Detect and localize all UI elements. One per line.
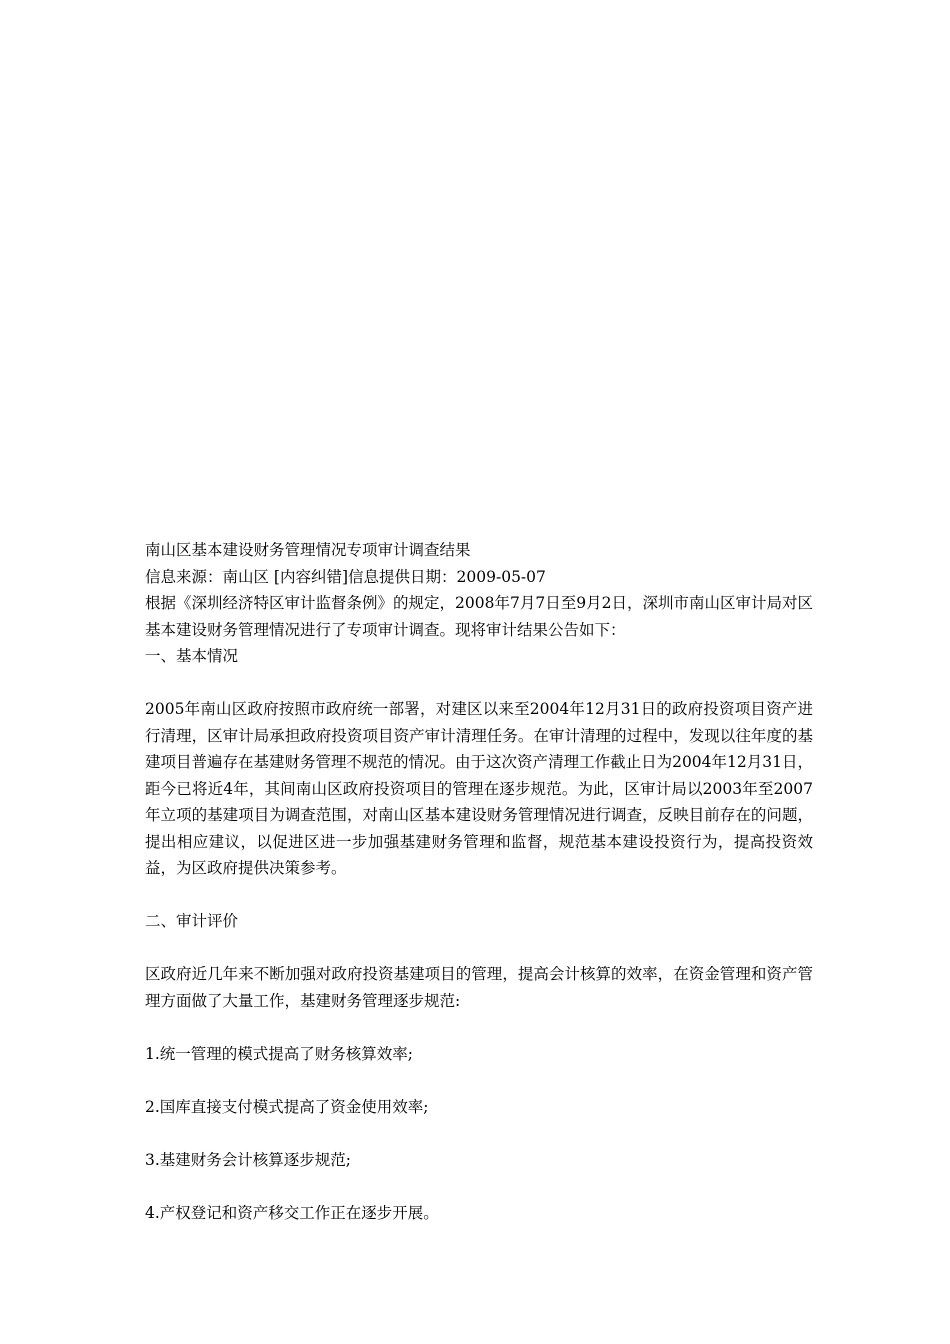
section-body-evaluation: 区政府近几年来不断加强对政府投资基建项目的管理，提高会计核算的效率，在资金管理和资产管理方面做了大量工作，基建财务管理逐步规范: [145, 965, 813, 1010]
spacer [145, 1120, 813, 1147]
list-item: 2.国库直接支付模式提高了资金使用效率; [145, 1097, 429, 1116]
intro-paragraph: 根据《深圳经济特区审计监督条例》的规定，2008年7月7日至9月2日，深圳市南山区审计局对区基本建设财务管理情况进行了专项审计调查。现将审计结果公告如下： [145, 594, 813, 639]
spacer [145, 670, 813, 697]
spacer [145, 1014, 813, 1041]
document-meta: 信息来源：南山区 [内容纠错]信息提供日期：2009-05-07 [145, 567, 546, 586]
list-item: 4.产权登记和资产移交工作正在逐步开展。 [145, 1203, 439, 1222]
list-item: 1.统一管理的模式提高了财务核算效率; [145, 1044, 414, 1063]
section-heading-basic: 一、基本情况 [145, 647, 239, 665]
section-body-basic: 2005年南山区政府按照市政府统一部署，对建区以来至2004年12月31日的政府投资项目资产进行清理，区审计局承担政府投资项目资产审计清理任务。在审计清理的过程中，发现以往年度的基建项目普遍存在基建财务管理不规范的情况。由于这次资产清理工作截止日为2004年12月31日，距今已将近4年，其间南山区政府投资项目的管理在逐步规范。为此，区审计局以2003年至2007年立项的基建项目为调查范围，对南山区基本建设财务管理情况进行调查，反映目前存在的问题，提出相应建议，以促进区进一步加强基建财务管理和监督，规范基本建设投资行为，提高投资效益，为区政府提供决策参考。 [145, 700, 813, 877]
spacer [145, 882, 813, 909]
document-title: 南山区基本建设财务管理情况专项审计调查结果 [145, 541, 471, 559]
list-item: 3.基建财务会计核算逐步规范; [145, 1150, 352, 1169]
document-body [145, 537, 813, 1226]
section-heading-evaluation: 二、审计评价 [145, 912, 239, 930]
spacer [145, 935, 813, 962]
spacer [145, 1067, 813, 1094]
spacer [145, 1173, 813, 1200]
